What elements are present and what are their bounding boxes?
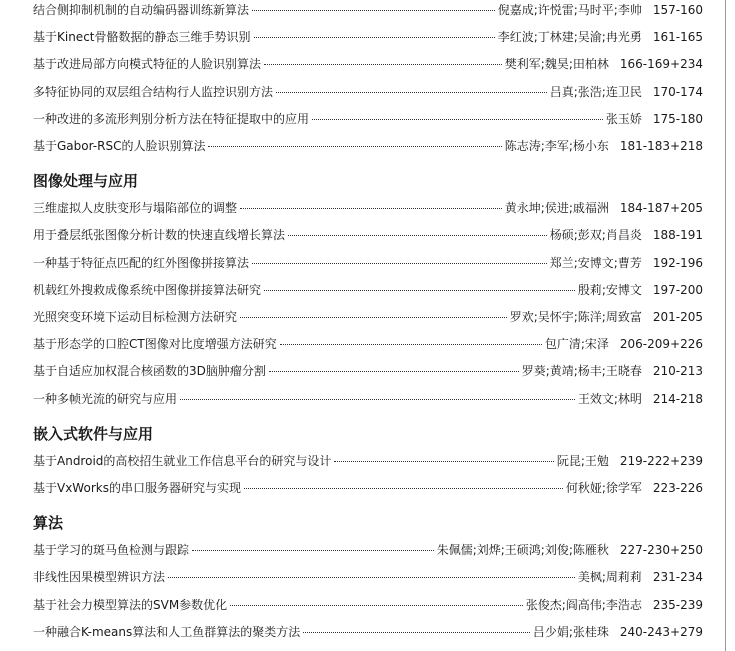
article-authors: 何秋娅;徐学军	[565, 481, 642, 495]
toc-entry[interactable]	[33, 28, 703, 46]
toc-entry[interactable]	[33, 452, 703, 470]
article-title: 一种多帧光流的研究与应用	[33, 391, 178, 406]
section-heading: 嵌入式软件与应用	[33, 424, 154, 443]
article-authors: 王效文;林明	[577, 391, 642, 406]
page-range: 188-191	[652, 228, 703, 243]
page-range: 184-187+205	[619, 201, 703, 216]
article-title: 基于自适应加权混合核函数的3D脑肿瘤分割	[33, 364, 266, 379]
page-range: 219-222+239	[619, 453, 703, 468]
article-title: 一种基于特征点匹配的红外图像拼接算法	[33, 255, 250, 270]
page-range: 201-205	[652, 310, 703, 324]
article-title: 基于形态学的口腔CT图像对比度增强方法研究	[33, 337, 277, 352]
toc-entry[interactable]	[33, 568, 703, 586]
article-authors: 朱佩儒;刘烨;王硕鸿;刘俊;陈雁秋	[436, 543, 609, 558]
page-range: 161-165	[652, 30, 703, 45]
page-range: 210-213	[652, 364, 703, 379]
article-title: 机载红外搜救成像系统中图像拼接算法研究	[33, 282, 262, 297]
page-range: 192-196	[652, 255, 703, 270]
toc-entry[interactable]	[33, 362, 703, 380]
article-title: 基于社会力模型算法的SVM参数优化	[33, 597, 228, 612]
article-title: 基于Kinect骨骼数据的静态三维手势识别	[33, 30, 251, 45]
article-authors: 吕真;张浩;连卫民	[549, 84, 642, 99]
article-authors: 李红波;丁林建;吴渝;冉光勇	[497, 30, 642, 45]
toc-entry[interactable]	[33, 596, 703, 614]
toc-entry[interactable]	[33, 281, 703, 299]
article-title: 一种改进的多流形判别分析方法在特征提取中的应用	[33, 111, 310, 126]
dot-leader	[280, 344, 542, 345]
page-range: 214-218	[652, 391, 703, 406]
dot-leader	[192, 550, 434, 551]
toc-entry[interactable]	[33, 623, 703, 641]
article-authors: 郑兰;安博文;曹芳	[549, 255, 642, 270]
article-authors: 阮昆;王勉	[556, 453, 609, 468]
article-title: 用于叠层纸张图像分析计数的快速直线增长算法	[33, 228, 286, 243]
toc-entry[interactable]	[33, 55, 703, 73]
dot-leader	[168, 577, 575, 578]
page-range: 170-174	[652, 84, 703, 99]
article-authors: 樊利军;魏昊;田柏林	[504, 57, 609, 72]
article-title: 非线性因果模型辨识方法	[33, 570, 166, 585]
article-authors: 倪嘉成;许悦雷;马时平;李帅	[497, 3, 642, 17]
page-range: 181-183+218	[619, 139, 703, 153]
article-title: 基于Gabor-RSC的人脸识别算法	[33, 139, 206, 153]
page-range: 231-234	[652, 570, 703, 585]
article-authors: 杨硕;彭双;肖昌炎	[549, 228, 642, 243]
page-range: 235-239	[652, 597, 703, 612]
toc-entry[interactable]	[33, 390, 703, 408]
dot-leader	[240, 317, 507, 318]
toc-entry[interactable]	[33, 541, 703, 559]
article-authors: 美枫;周莉莉	[577, 570, 642, 585]
article-authors: 黄永坤;侯进;戚福洲	[504, 201, 609, 216]
article-authors: 包广清;宋泽	[544, 337, 609, 352]
article-title: 基于改进局部方向模式特征的人脸识别算法	[33, 57, 262, 72]
toc-entry[interactable]	[33, 254, 703, 272]
dot-leader	[252, 263, 547, 264]
page-range: 197-200	[652, 282, 703, 297]
article-title: 基于Android的高校招生就业工作信息平台的研究与设计	[33, 453, 332, 468]
dot-leader	[303, 632, 530, 633]
dot-leader	[180, 399, 575, 400]
toc-entry[interactable]	[33, 479, 703, 497]
dot-leader	[264, 290, 575, 291]
article-authors: 张俊杰;阎高伟;李浩志	[525, 597, 642, 612]
dot-leader	[276, 92, 547, 93]
toc-entry[interactable]	[33, 1, 703, 19]
dot-leader	[208, 146, 501, 147]
article-authors: 吕少娟;张桂珠	[532, 624, 609, 639]
section-heading: 算法	[33, 514, 64, 533]
article-authors: 罗欢;吴怀宇;陈洋;周致富	[509, 310, 642, 324]
article-authors: 陈志涛;李军;杨小东	[504, 139, 609, 153]
article-authors: 罗葵;黄靖;杨丰;王晓春	[521, 364, 642, 379]
dot-leader	[288, 235, 547, 236]
page-range: 227-230+250	[619, 543, 703, 558]
dot-leader	[244, 488, 563, 489]
page-range: 206-209+226	[619, 337, 703, 352]
section-heading: 图像处理与应用	[33, 172, 139, 191]
article-title: 多特征协同的双层组合结构行人监控识别方法	[33, 84, 274, 99]
article-authors: 殷莉;安博文	[577, 282, 642, 297]
dot-leader	[312, 119, 603, 120]
dot-leader	[230, 605, 523, 606]
article-title: 光照突变环境下运动目标检测方法研究	[33, 310, 238, 324]
article-title: 基于VxWorks的串口服务器研究与实现	[33, 481, 241, 495]
article-title: 结合侧抑制机制的自动编码器训练新算法	[33, 3, 250, 17]
toc-entry[interactable]	[33, 110, 703, 128]
toc-entry[interactable]	[33, 226, 703, 244]
page-range: 157-160	[652, 3, 703, 17]
dot-leader	[252, 10, 495, 11]
article-authors: 张玉娇	[605, 111, 642, 126]
article-title: 一种融合K-means算法和人工鱼群算法的聚类方法	[33, 624, 301, 639]
page-right-border	[725, 0, 726, 651]
page-range: 240-243+279	[619, 624, 703, 639]
dot-leader	[269, 371, 519, 372]
article-title: 基于学习的斑马鱼检测与跟踪	[33, 543, 190, 558]
dot-leader	[264, 64, 502, 65]
toc-entry[interactable]	[33, 199, 703, 217]
page-range: 223-226	[652, 481, 703, 495]
toc-entry[interactable]	[33, 137, 703, 155]
dot-leader	[334, 461, 553, 462]
dot-leader	[254, 37, 495, 38]
article-title: 三维虚拟人皮肤变形与塌陷部位的调整	[33, 201, 238, 216]
page-range: 166-169+234	[619, 57, 703, 72]
toc-entry[interactable]	[33, 83, 703, 101]
toc-entry[interactable]	[33, 308, 703, 326]
page-range: 175-180	[652, 111, 703, 126]
dot-leader	[240, 208, 502, 209]
toc-entry[interactable]	[33, 335, 703, 353]
